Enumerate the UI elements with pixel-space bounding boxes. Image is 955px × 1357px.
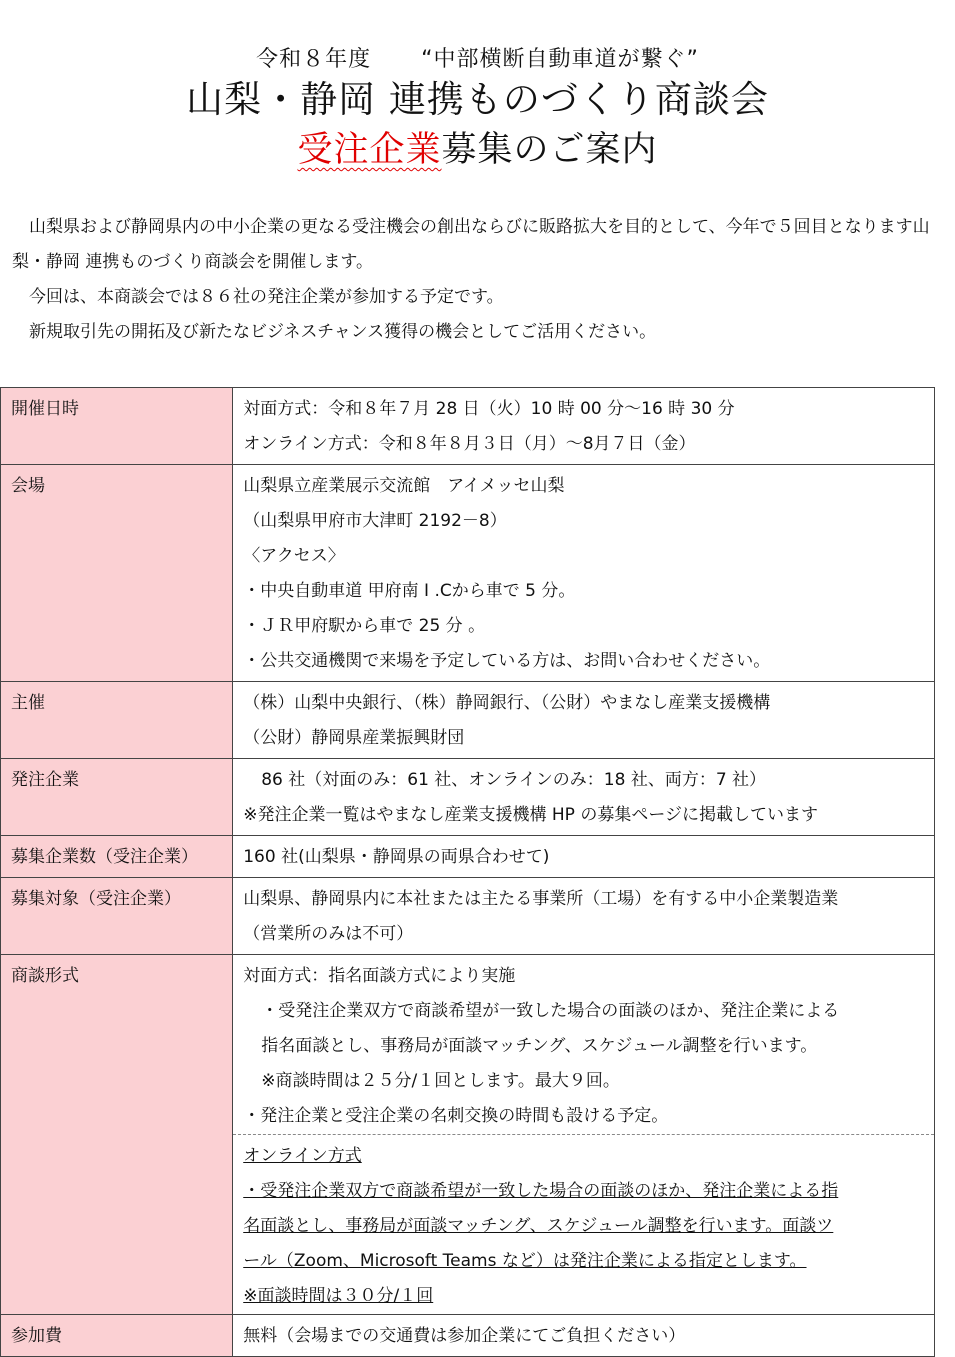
venue-line: ・ＪＲ甲府駅から車で 25 分 。 <box>243 616 486 636</box>
date-line: オンライン方式：令和８年８月３日（月）～8月７日（金） <box>243 434 696 454</box>
row-content <box>233 682 935 759</box>
offline-title: 対面方式：指名面談方式により実施 <box>243 966 516 986</box>
offline-line: ・受発注企業双方で商談希望が一致した場合の面談のほか、発注企業による <box>261 1001 840 1021</box>
host-line: （株）山梨中央銀行、（株）静岡銀行、（公財）やまなし産業支援機構 <box>243 693 771 713</box>
subtitle-line <box>0 45 955 75</box>
row-label: 商談形式 <box>1 955 233 1315</box>
online-line: ール（Zoom、Microsoft Teams など）は発注企業による指定とします。 <box>243 1251 807 1271</box>
row-content <box>233 1315 935 1357</box>
table-row-fee <box>1 1315 935 1357</box>
venue-line: ・中央自動車道 甲府南 I .Cから車で 5 分。 <box>243 581 576 601</box>
event-title: 山梨・静岡 連携ものづくり商談会 <box>186 78 769 121</box>
row-label: 募集企業数（受注企業） <box>1 836 233 878</box>
row-label: 参加費 <box>1 1315 233 1357</box>
row-content <box>233 955 935 1315</box>
row-content <box>233 465 935 682</box>
venue-line: 山梨県立産業展示交流館 アイメッセ山梨 <box>243 476 565 496</box>
online-title: オンライン方式 <box>243 1146 362 1166</box>
intro-paragraph: 新規取引先の開拓及び新たなビジネスチャンス獲得の機会としてご活用ください。 <box>29 322 657 342</box>
row-content <box>233 759 935 836</box>
venue-line: ・公共交通機関で来場を予定している方は、お問い合わせください。 <box>243 651 771 671</box>
table-row-target <box>1 878 935 955</box>
title-rest: 募集のご案内 <box>441 130 658 170</box>
offline-line: ・発注企業と受注企業の名刺交換の時間も設ける予定。 <box>243 1106 669 1126</box>
target-line: 山梨県、静岡県内に本社または主たる事業所（工場）を有する中小企業製造業 <box>243 889 839 909</box>
online-line: ※面談時間は３０分/１回 <box>243 1286 434 1306</box>
fiscal-year: 令和８年度 <box>256 47 372 72</box>
table-row-buyers <box>1 759 935 836</box>
table-row-venue <box>1 465 935 682</box>
document-title <box>0 125 955 175</box>
venue-line: （山梨県甲府市大津町 2192－8） <box>243 511 507 531</box>
row-content <box>233 878 935 955</box>
intro-paragraph: 山梨県および静岡県内の中小企業の更なる受注機会の創出ならびに販路拡大を目的として、今年で５回目となります山梨・静岡 連携ものづくり商談会を開催します。 <box>12 217 930 272</box>
row-label: 開催日時 <box>1 388 233 465</box>
table-row-format <box>1 955 935 1315</box>
buyers-note: ※発注企業一覧はやまなし産業支援機構 HP の募集ページに掲載しています <box>243 805 818 825</box>
table-row-host <box>1 682 935 759</box>
host-line: （公財）静岡県産業振興財団 <box>243 728 465 748</box>
row-label: 募集対象（受注企業） <box>1 878 233 955</box>
target-line: （営業所のみは不可） <box>243 924 414 944</box>
table-row-count <box>1 836 935 878</box>
intro-text <box>12 210 942 350</box>
row-label: 主催 <box>1 682 233 759</box>
row-content <box>233 836 935 878</box>
intro-paragraph: 今回は、本商談会では８６社の発注企業が参加する予定です。 <box>29 287 504 307</box>
online-line: 名面談とし、事務局が面談マッチング、スケジュール調整を行います。面談ツ <box>243 1216 834 1236</box>
table-row-date <box>1 388 935 465</box>
row-label: 会場 <box>1 465 233 682</box>
online-section <box>233 1134 934 1314</box>
offline-line: 指名面談とし、事務局が面談マッチング、スケジュール調整を行います。 <box>261 1036 818 1056</box>
row-content <box>233 388 935 465</box>
venue-line: 〈アクセス〉 <box>243 546 345 566</box>
count-line: 160 社(山梨県・静岡県の両県合わせて) <box>243 847 550 867</box>
fee-line: 無料（会場までの交通費は参加企業にてご負担ください） <box>243 1326 686 1346</box>
event-details-table <box>0 387 935 1357</box>
title-highlight: 受注企業 <box>297 130 442 170</box>
row-label: 発注企業 <box>1 759 233 836</box>
document-header <box>0 45 955 175</box>
date-line: 対面方式：令和８年７月 28 日（火）10 時 00 分～16 時 30 分 <box>243 399 735 419</box>
online-line: ・受発注企業双方で商談希望が一致した場合の面談のほか、発注企業による指 <box>243 1181 839 1201</box>
offline-line: ※商談時間は２５分/１回とします。最大９回。 <box>261 1071 620 1091</box>
tagline: “中部横断自動車道が繋ぐ” <box>421 47 699 72</box>
buyers-line: 86 社（対面のみ：61 社、オンラインのみ：18 社、両方：7 社） <box>261 770 767 790</box>
